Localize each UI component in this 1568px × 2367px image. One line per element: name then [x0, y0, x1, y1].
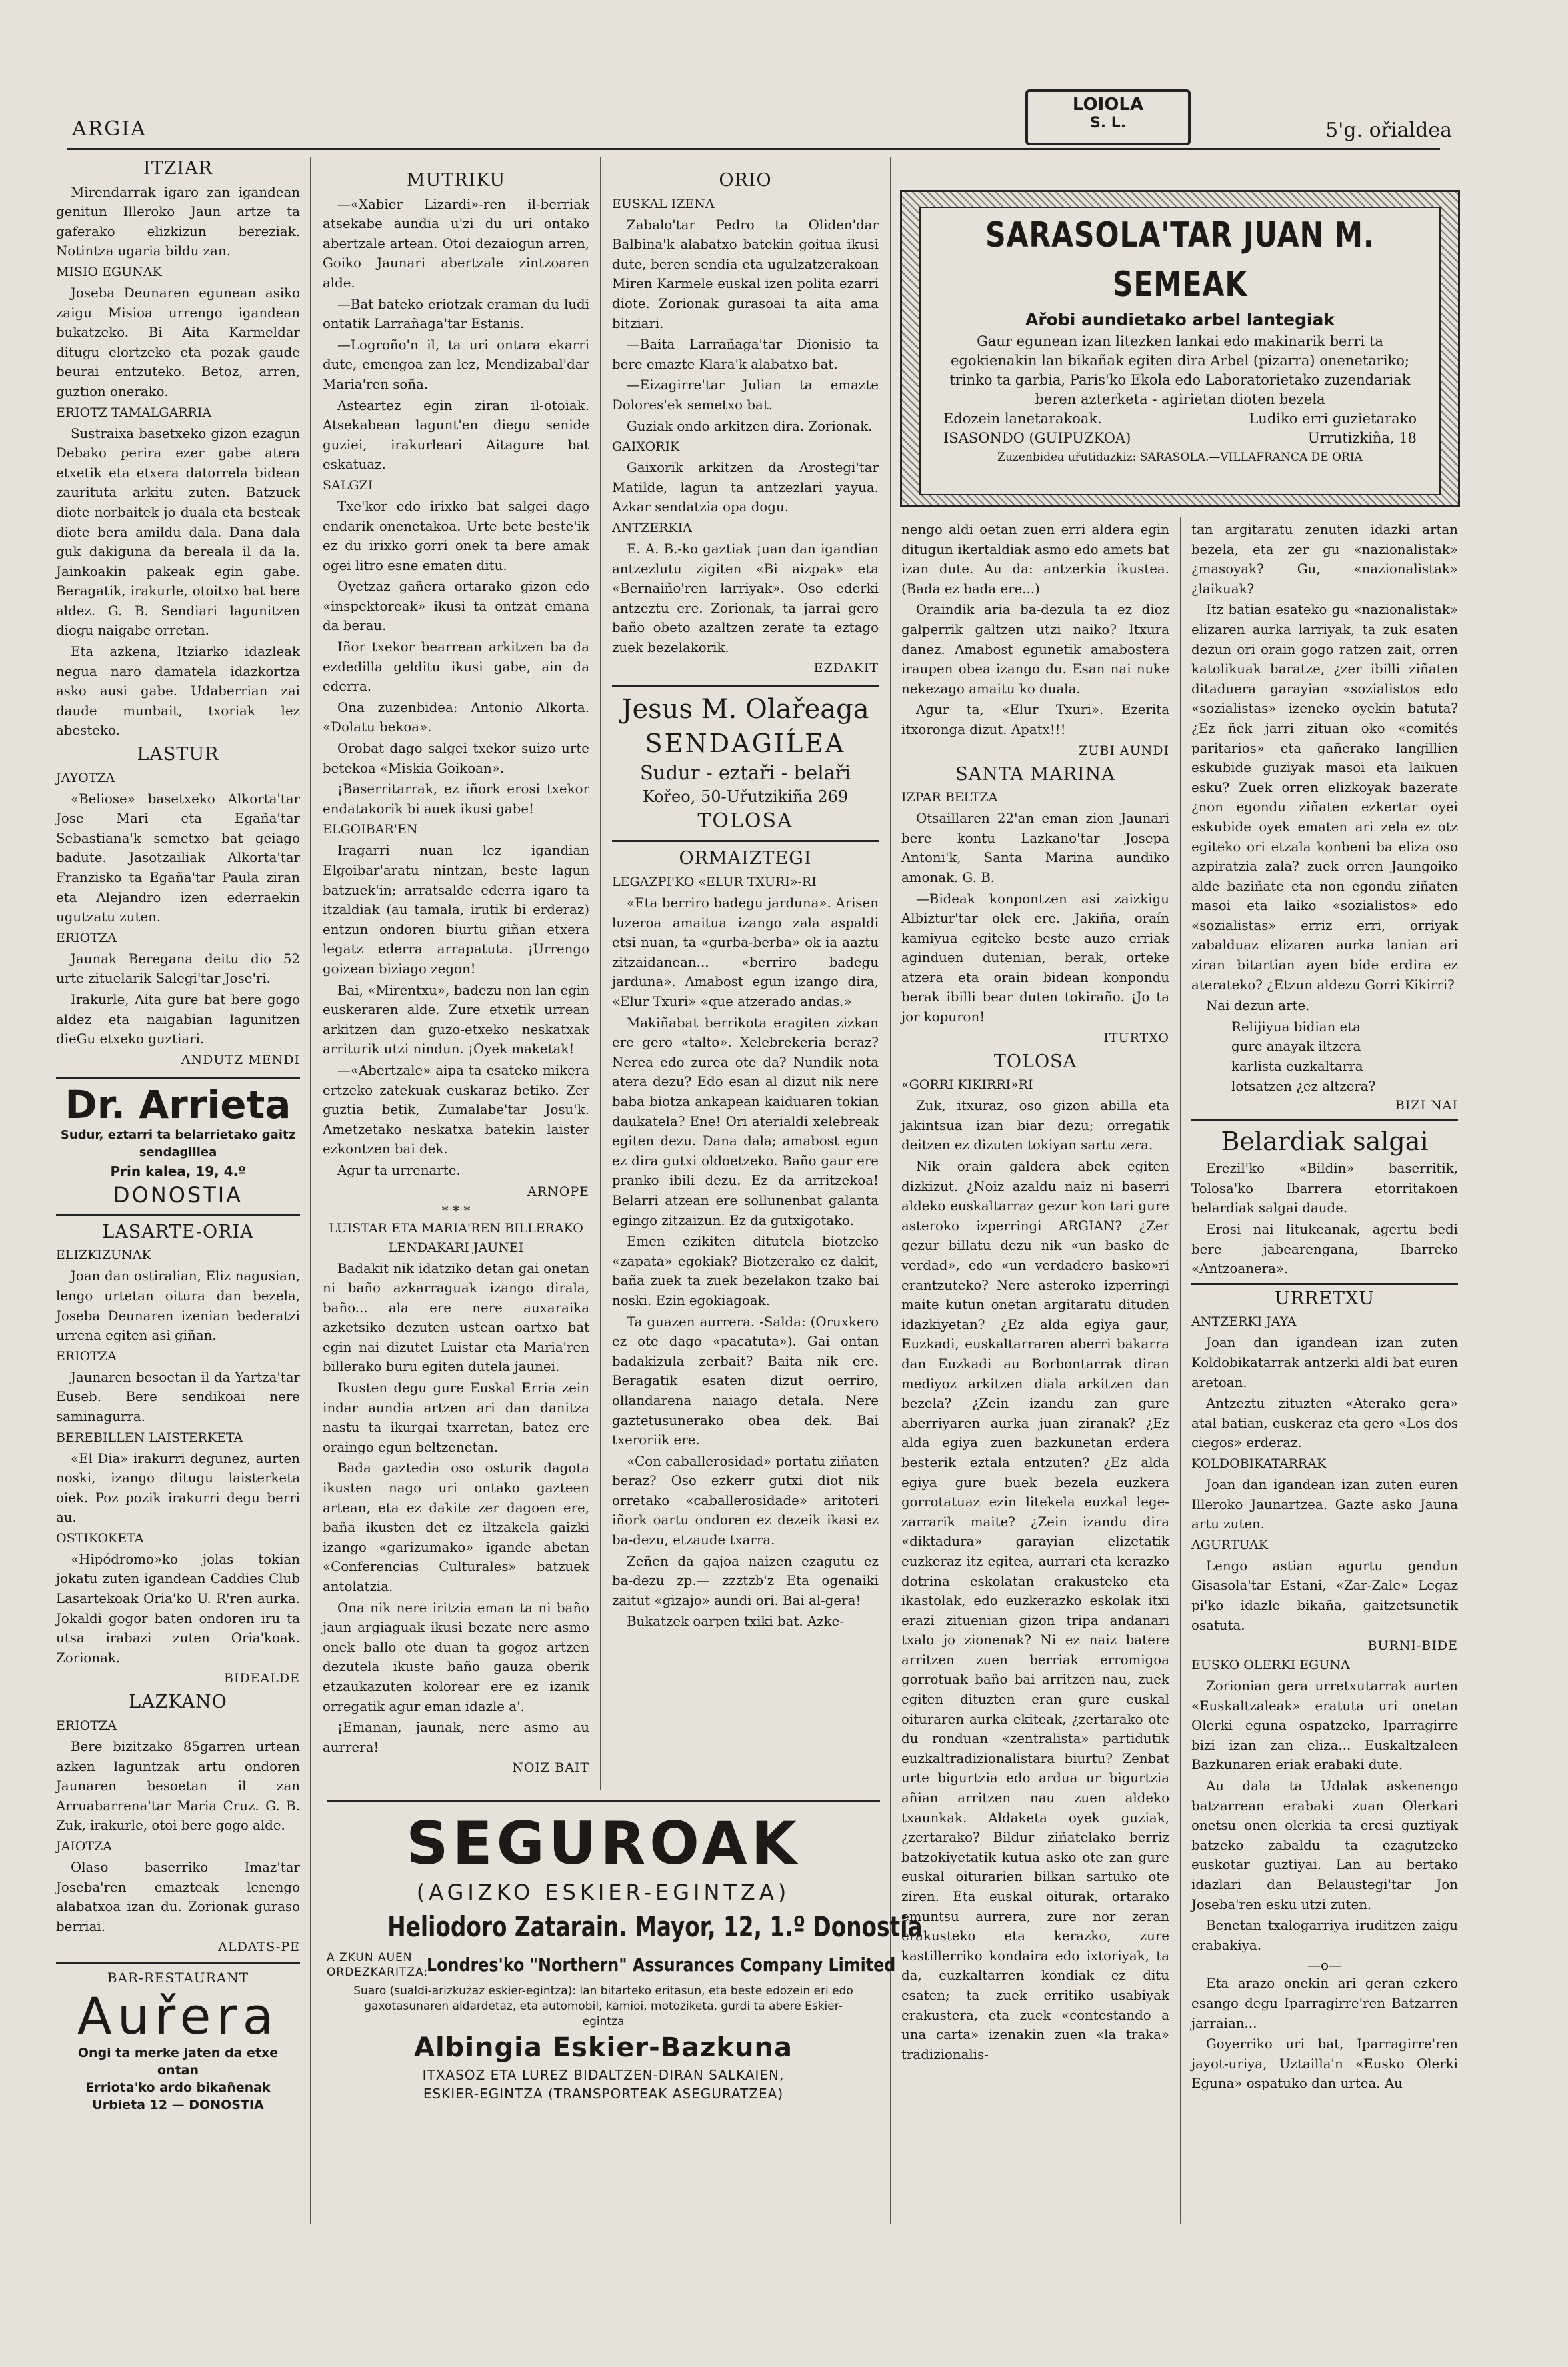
subheading: JAIOTZA [56, 1839, 113, 1854]
article-paragraph: Bere bizitzako 85garren urtean azken laguntzak artu ondoren Jaunaren besoetan il zan Arruabarrena'tar Maria Cruz. G. B. Zuk, irakurle, otoi bere gogo alde. [56, 1739, 300, 1834]
article-paragraph: Ona zuzenbidea: Antonio Alkorta. «Dolatu bekoa». [323, 699, 589, 735]
ad-sarasola-row [943, 429, 1417, 448]
ad-olareaga-title: SENDAGIĹEA [645, 729, 846, 759]
ad-aurera-name: Auřera [77, 1986, 279, 2046]
column-divider [310, 157, 311, 2224]
ad-olareaga-line: Sudur - eztaři - belaři [639, 761, 851, 785]
ad-seguroak-company-row [327, 1950, 896, 1980]
article-paragraph: Zuk, itxuraz, oso gizon abilla eta jakintsua izan biar dezu; orregatik deitzen ez dizuten tokiyan sartu zera. [901, 1098, 1169, 1153]
ad-arrieta-address: Prin kalea, 19, 4.º [110, 1163, 246, 1179]
ad-aurera-line: Ongi ta merke jaten da etxe ontan [77, 2045, 279, 2078]
article-paragraph: «Con caballerosidad» portatu ziñaten beraz? Oso ezkerr gutxi diot nik orretako «caballerosidade» aritoteri iñork oartu ondoren ez dezeik ikasi ez ba-dezu, etzaude txarra. [612, 1453, 879, 1548]
article-paragraph: Goyerriko uri bat, Iparragirre'ren jayot-uriya, Uztailla'n «Eusko Olerki Eguna» ospatuko dan urtea. Au [1191, 2036, 1458, 2092]
article-paragraph: Joan dan igandean izan zuten Koldobikatarrak antzerki aldi bat euren aretoan. [1191, 1335, 1458, 1390]
author-signature: BIZI NAI [1395, 1098, 1458, 1113]
subheading: LUISTAR ETA MARIA'REN BILLERAKO LENDAKARI JAUNEI [329, 1220, 583, 1255]
subheading: BEREBILLEN LAISTERKETA [56, 1430, 243, 1445]
subheading: MISIO EGUNAK [56, 264, 162, 279]
ad-belardiak-text: Erezil'ko «Bildin» baserritik, Tolosa'ko Ibarrera etorritakoen belardiak salgai daude. [1191, 1161, 1458, 1216]
section-title-urretxu: URRETXU [1274, 1288, 1375, 1309]
article-paragraph: Guziak ondo arkitzen dira. Zorionak. [627, 418, 873, 434]
ad-sarasola-text: Gaur egunean izan litezken lankai edo makinarik berri ta egokienakin lan bikañak egiten dira Arbel (pizarra) onenetariko; trinko ta garbia, Paris'ko Ekola edo Laboratorietako zuzendariak beren azterketa - agirietan dioten bezela [949, 333, 1411, 407]
article-paragraph: Jaunaren besoetan il da Yartza'tar Euseb. Bere sendikoai nere saminagurra. [56, 1369, 300, 1424]
article-paragraph: Antzeztu zituzten «Aterako gera» atal batian, euskeraz eta gero «Los dos ciegos» erderaz. [1191, 1396, 1458, 1451]
ad-sarasola-foot: Zuzenbidea uřutidazkiz: SARASOLA.—VILLAFRANCA DE ORIA [997, 451, 1363, 464]
ad-belardiak [1191, 1119, 1458, 1285]
subheading: ERIOTZA [56, 1348, 117, 1364]
author-signature: ZUBI AUNDI [1079, 743, 1169, 758]
article-paragraph: —Baita Larrañaga'tar Dionisio ta bere emazte Klara'k alabatxo bat. [612, 337, 879, 372]
article-paragraph: Agur ta, «Elur Txuri». Ezerita itxoronga dizut. Apatx!!! [901, 702, 1169, 737]
article-paragraph: Zabalo'tar Pedro ta Oliden'dar Balbina'k alabatxo batekin goitua ikusi dute, beren sendia eta ugulzatzerakoan Miren Karmele euskal izen polita ezarri diote. Zorionak gurasoai ta aita ama bitziari. [612, 217, 879, 331]
author-signature: BURNI-BIDE [1367, 1638, 1458, 1654]
article-paragraph: Joseba Deunaren egunean asiko zaigu Misioa urrengo igandean bukatzeko. Bi Aita Karmeldar ditugu elortzeko eta pozak gaude beurai entzuteko. Betoz, arren, guztion onerako. [56, 285, 300, 399]
ad-seguroak-subtitle: (AGIZKO ESKIER-EGINTZA) [416, 1880, 791, 1905]
subheading: IZPAR BELTZA [901, 790, 998, 805]
article-paragraph: Bada gaztedia oso osturik dagota ikusten nago uri ontako gazteen artean, eta ez dakite zer dagoen ere, baña ikusten det ez iltzakela gaizki izango «garizumako» igande abetan «Conferencias Culturales» batzuek antolatzia. [323, 1460, 589, 1594]
article-paragraph: «El Dia» irakurri degunez, aurten noski, izango ditugu laisterketa oiek. Poz pozik irakurri degu berri au. [56, 1450, 300, 1526]
poem [1231, 1017, 1458, 1096]
section-title-santa-marina: SANTA MARINA [955, 763, 1115, 785]
column-divider [600, 157, 601, 1790]
article-paragraph: Otsaillaren 22'an eman zion Jaunari bere kontu Lazkano'tar Josepa Antoni'k, Santa Marina aundiko amonak. G. B. [901, 811, 1169, 885]
poem-line: Relijiyua bidian eta [1231, 1019, 1361, 1035]
stamp-text-top: LOIOLA [1072, 95, 1144, 115]
article-paragraph: Txe'kor edo irixko bat salgei dago endarik onenetakoa. Urte bete beste'ik ez du irixko gorri onek ta bere amak ogei litro esne ematen ditu. [323, 498, 589, 573]
page-label: 5'g. ořialdea [1325, 119, 1452, 142]
article-paragraph: —Bat bateko eriotzak eraman du ludi ontatik Larrañaga'tar Estanis. [323, 296, 589, 332]
subheading: EUSKO OLERKI EGUNA [1191, 1658, 1350, 1673]
article-paragraph: Oyetzaz gañera ortarako gizon edo «inspektoreak» ikusi ta ontzat emana da berau. [323, 579, 589, 634]
ad-seguroak-title: SEGUROAK [406, 1809, 801, 1878]
masthead [52, 95, 1452, 147]
stamp-text-bottom: S. L. [1089, 115, 1127, 131]
article-paragraph: ¡Emanan, jaunak, nere asmo au aurrera! [323, 1720, 589, 1755]
column-3 [612, 167, 879, 1633]
author-signature: NOIZ BAIT [512, 1760, 589, 1776]
ad-sarasola-sub: Ařobi aundietako arbel lantegiak [1025, 310, 1335, 329]
article-paragraph: Joan dan igandean izan zuten euren Illeroko Jaunartzea. Gazte asko Jauna artu zuten. [1191, 1476, 1458, 1532]
article-paragraph: Lengo astian agurtu gendun Gisasola'tar Estani, «Zar-Zale» Legaz pi'ko idazle bikaña, gaitzetsunetik osatuta. [1191, 1558, 1458, 1633]
article-paragraph: Agur ta urrenarte. [337, 1162, 461, 1178]
ad-sarasola-left: ISASONDO (GUIPUZKOA) [943, 430, 1131, 446]
ad-seguroak-agent: Heliodoro Zatarain. Mayor, 12, 1.º Donostia [387, 1910, 923, 1943]
article-paragraph: Irakurle, Aita gure bat bere gogo aldez eta naigabian lagunitzen dieGu etxeko guztiari. [56, 991, 300, 1047]
ad-sarasola-name: SARASOLA'TAR JUAN M. SEMEAK [985, 215, 1375, 305]
subheading: EUSKAL IZENA [612, 196, 715, 211]
separator: —o— [1307, 1957, 1343, 1974]
article-paragraph: Olaso baserriko Imaz'tar Joseba'ren emazteak lenengo alabatxoa izan du. Zorionak guraso berriai. [56, 1860, 300, 1934]
ad-seguroak-company2: Albingia Eskier-Bazkuna [414, 2032, 793, 2063]
subheading: LEGAZPI'KO «ELUR TXURI»-RI [612, 875, 817, 890]
ad-sarasola-right: Ludiko erri guzietarako [1249, 411, 1417, 427]
ad-arrieta [56, 1077, 300, 1216]
subheading: ANTZERKI JAYA [1191, 1314, 1297, 1330]
ad-sarasola-row [943, 409, 1417, 429]
section-title-tolosa: TOLOSA [993, 1051, 1077, 1072]
ad-olareaga [612, 685, 879, 842]
article-paragraph: —Eizagirre'tar Julian ta emazte Dolores'ek semetxo bat. [612, 377, 879, 413]
subheading: GAIXORIK [612, 439, 680, 455]
ad-arrieta-city: DONOSTIA [113, 1181, 243, 1208]
author-signature: BIDEALDE [223, 1671, 300, 1686]
article-paragraph: Ikusten degu gure Euskal Erria zein indar aundia artzen ari dan danitza nastu ta ikurgai txarretan, batez ere oraingo egun beltzenetan. [323, 1380, 589, 1455]
ad-aurera-top: BAR-RESTAURANT [107, 1970, 249, 1986]
section-title-ormaiztegi: ORMAIZTEGI [679, 848, 812, 869]
section-title-lasarte: LASARTE-ORIA [102, 1221, 254, 1242]
article-paragraph: Eta arazo onekin ari geran ezkero esango degu Iparragirre'ren Batzarren jarraian... [1191, 1976, 1458, 2031]
subheading: ELGOIBAR'EN [323, 822, 418, 837]
section-title-lastur: LASTUR [137, 744, 219, 765]
ad-aurera-line: Erriota'ko ardo bikañenak [85, 2080, 271, 2095]
article-paragraph: Ona nik nere iritzia eman ta ni baño jaun argiaguak ikusi bezate nere asmo onek ballo ote duan ta gogoz artzen dezutela ikuste baño gauza oberik etzaukazuten kolorear ere ez izanik orregatik agur eman idazle a'. [323, 1600, 589, 1714]
article-paragraph: tan argitaratu zenuten idazki artan bezela, eta zer gu «nazionalistak» ¿masoyak? Gu, «nazionalistak» ¿laikuak? [1191, 522, 1458, 597]
article-paragraph: Nai dezun arte. [1206, 998, 1310, 1014]
column-1 [56, 155, 300, 2114]
article-paragraph: Mirendarrak igaro zan igandean genitun Illeroko Jaun artze ta gaferako elizkizun bereziak. Notintza ugaria bildu zan. [56, 184, 300, 259]
poem-line: lotsatzen ¿ez altzera? [1231, 1078, 1376, 1094]
author-signature: ITURTXO [1103, 1030, 1169, 1045]
article-paragraph: Zeñen da gajoa naizen ezagutu ez ba-dezu zp.— zzztzb'z Eta ogenaiki zaitut «gizajo» aundi ori. Bai al-gera! [612, 1553, 879, 1608]
article-paragraph: Zorionian gera urretxutarrak aurten «Euskaltzaleak» eratuta uri onetan Olerki eguna ospatzeko, Iparragirre bizi izan zan eliza... Euskaltzaleen Bazkunaren eriak erabaki dute. [1191, 1678, 1458, 1773]
column-4 [901, 520, 1169, 2066]
section-title-lazkano: LAZKANO [129, 1692, 227, 1713]
ad-seguroak-text: ITXASOZ ETA LUREZ BIDALTZEN-DIRAN SALKAIEN, [422, 2067, 785, 2083]
ad-seguroak-text: Suaro (sualdi-arizkuzaz eskier-egintza): lan bitarteko eritasun, eta beste edozein eri edo gaxotasunaren aldardetaz, eta automobil, kamioi, motoziketa, gurdi ta abere Eskier-egintza [353, 1984, 853, 2028]
author-signature: ARNOPE [527, 1184, 589, 1199]
ad-sarasola-right: Urrutizkiña, 18 [1307, 430, 1417, 446]
paper-name: ARGIA [72, 117, 147, 141]
author-signature: EZDAKIT [813, 661, 879, 676]
article-paragraph: —Logroño'n il, ta uri ontara ekarri dute, emengoa zan lez, Mendizabal'dar Maria'ren soña. [323, 337, 589, 392]
article-paragraph: nengo aldi oetan zuen erri aldera egin ditugun ikertaldiak asmo edo amets bat izan dute. Au da: antzerkia ikustea. (Bada ez bada ere...) [901, 522, 1169, 597]
article-paragraph: Makiñabat berrikota eragiten zizkan ere gero «talto». Xelebrekeria beraz? Nerea edo zurea ote da? Nundik nota atera dezu? Edo esan al dizut nik nere baba biotza ankapean kaiduaren tokian daukatela? Ene! Ori aterialdi xelebreak egiten dezu. Dana dala; amabost egun ez dira gutxi oldoetzeko. Baño gaur ere pranko ibili dezu. Ez da arritzekoa! Belarri atzean ere sollunenbat galanta egingo zitzaizun. Ez da gutxigotako. [612, 1015, 879, 1228]
ad-seguroak-label [327, 1950, 427, 1980]
column-5 [1191, 520, 1458, 2095]
subheading: ERIOTZA [56, 1718, 117, 1734]
article-paragraph: «Hipódromo»ko jolas tokian jokatu zuten igandean Caddies Club Lasartekoak Oria'ko U. R'ren aurka. Jokaldi gogor baten ondoren iru ta utsa irabazi zuten Oria'koak. Zorionak. [56, 1551, 300, 1666]
ad-sarasola-left: Edozein lanetarakoak. [943, 411, 1102, 427]
article-paragraph: Benetan txalogarriya iruditzen zaigu erabakiya. [1191, 1918, 1458, 1953]
column-2 [323, 167, 589, 1778]
article-paragraph: Ta guazen aurrera. -Salda: (Oruxkero ez ote dago «pacatuta»). Gai ontan badakizula zerbait? Baita nik ere. Beragatik esaten dizut oerriro, ollandarena naiago detala. Nere gaztetusunerako obea dek. Bai txeroriik ere. [612, 1314, 879, 1448]
ad-olareaga-name: Jesus M. Olařeaga [621, 694, 869, 725]
article-paragraph: Bai, «Mirentxu», badezu non lan egin euskeraren alde. Zure etxetik urrean arkitzen dan guzo-etxeko neskatxak arriturik utzi nindun. ¡Oyek maketak! [323, 982, 589, 1057]
article-paragraph: Jaunak Beregana deitu dio 52 urte zituelarik Salegi'tar Jose'ri. [56, 951, 300, 987]
subheading: OSTIKOKETA [56, 1530, 144, 1546]
article-paragraph: E. A. B.-ko gaztiak ¡uan dan igandian antzezlutu zigiten «Bi aizpak» eta «Bernaiño'ren larriyak». Oso ederki antzeztu ere. Zorionak, ta jarrai gero baño obeto azaltzen zerate ta eztago zuek bezelakorik. [612, 541, 879, 655]
poem-line: gure anayak iltzera [1231, 1039, 1361, 1055]
author-signature: ANDUTZ MENDI [181, 1052, 300, 1067]
article-paragraph: Bukatzek oarpen txiki bat. Azke- [627, 1614, 845, 1630]
article-paragraph: Asteartez egin ziran il-otoiak. Atsekabean lagunt'en diegu senide guziei, irakurleari Aitagure bat eskatuaz. [323, 397, 589, 473]
subheading: KOLDOBIKATARRAK [1191, 1456, 1327, 1471]
section-title-itziar: ITZIAR [143, 158, 213, 179]
article-paragraph: —«Abertzale» aipa ta esateko mikera ertzeko zatekuak euskaraz betiko. Zer guztia betik, Zumalabe'tar Josu'k. Ametzetako neskatxa batekin laister ezkontzen bai dek. [323, 1062, 589, 1157]
article-paragraph: Eta azkena, Itziarko idazleak negua naro damatela idazkortza asko ausi gabe. Udaberrian zai daude munbait, txoriak lez abesteko. [56, 644, 300, 739]
article-paragraph: Joan dan ostiralian, Eliz nagusian, lengo urtetan oitura dan bezela, Joseba Deunaren izenian bederatzi urrena egiten asi giñan. [56, 1268, 300, 1344]
article-paragraph: Emen ezikiten ditutela biotzeko «zapata» egokiak? Biotzerako ez dakit, baña zuek ta zuek bezelakon tzako bai noski. Ezin egokiagoak. [612, 1234, 879, 1308]
ad-aurera-line: Urbieta 12 — DONOSTIA [92, 2097, 264, 2112]
subheading: «GORRI KIKIRRI»RI [901, 1077, 1033, 1093]
article-paragraph: Au dala ta Udalak askenengo batzarrean erabaki zuan Olerkari onetsu onen olerkia ta eresi guztiyak batzeko zabaldu ta ezagutzeko euskotar guztiyai. Lan au bertako idazlari dan Belaustegi'tar Jon Joseba'ren esku utzi zuten. [1191, 1778, 1458, 1912]
ad-seguroak [327, 1800, 923, 2200]
ad-belardiak-title: Belardiak salgai [1221, 1127, 1429, 1157]
subheading: ELIZKIZUNAK [56, 1248, 151, 1263]
separator-stars: * * * [441, 1202, 471, 1218]
subheading: AGURTUAK [1191, 1537, 1268, 1552]
subheading: SALGZI [323, 477, 373, 493]
ad-sarasola-inner [919, 207, 1441, 495]
article-paragraph: ¡Baserritarrak, ez iñork erosi txekor endatakorik bi auek ikusi gabe! [323, 781, 589, 817]
article-paragraph: Iñor txekor bearrean arkitzen ba da ezdedilla gelditu ikusi gabe, ain da ederra. [323, 639, 589, 695]
article-paragraph: —Bideak konpontzen asi zaizkigu Albiztur'tar olek ere. Jakiña, oraín kamiyua egiteko beste auzo erriak aginduen dutenian, berak, orteke atzera eta orain bidean konpondu berak ibilli bear duten tokiraño. ¡Jo ta jor kopuron! [901, 891, 1169, 1025]
article-paragraph: —«Xabier Lizardi»-ren il-berriak atsekabe aundia u'zi du uri ontako abertzale artean. Otoi dezaiogun arren, Goiko Jaunari abertzale zintzoaren alde. [323, 196, 589, 291]
article-paragraph: Iragarri nuan lez igandian Elgoibar'aratu nintzan, beste lagun batzuek'in; arratsalde ederra igaro ta itzaldiak (au tamala, irutik bi erderaz) entzun ondoren biurtu giñan etxera legatz ederra arrapatuta. ¡Urrengo goizean biziago zegon! [323, 843, 589, 977]
article-paragraph: «Eta berriro badegu jarduna». Arisen luzeroa amaitua izango zala aspaldi etsi nuan, ta «gurba-berba» ok ia aaztu zitzaidanean... «berriro badegu jarduna». Amabost egun izango dira, «Elur Txuri» «que atzerado andas.» [612, 895, 879, 1010]
section-title-mutriku: MUTRIKU [406, 170, 506, 191]
article-paragraph: Nik orain galdera abek egiten dizkizut. ¿Noiz azaldu naiz ni baserri aldeko euskaltarraz gezur kon tari gure asteroko izperringi ARGIAN? ¿Zer gezur billatu dezu nik «un basko de verdad», edo «un verdadero basko»ri erantzuteko? Nere asteroko izperringi maite kutun onetan argitaratu dituden idazkiyetan? ¿Ez alda egiya gaur, Euzkadi, euskaltarraren aberri bakarra dan Euzkadi au Borbontarrak diran mediyoz arkitzen diala arkitzen dan bezela? ¿Zein izandu zan gure aberriyaren aurka juan ziranak? ¿Ez alda egiya zuen bazkunetan erdera besterik eztala entzuten? ¿Ez alda egiya gure buek bezela euzkera gorrotatuaz ezin litekela euzkal lege-zarrarik maite? ¿Zein izandu dira «diktadura» garayian elizetatik euzkeraz itz egitea, aurrari eta kerazko dotrina eskolatan erakusteko eta ikastolak, edo euzkerazko eskolak itxi erazi zituenian gizon tripa andanari txalo jo zionenak? Ni ez naiz batere arritzen zuen berriak erromigoa gorrotuak baño bai arritzen nau, zuek egiten dituzten eran gure euskal oituraren aurka ekiteak, ¿zertarako ote du ronduan «zentralista» partidutik euzkaltradizionalistara biurtu? Zenbat urte bigurtzia edo ardua ur bigurtzia añian arritzen nau zuen aldeko txaunkak. Aldaketa oyek guziak, ¿zertarako? Bildur ziñatelako berriz batzokiyetatik kutua asko ote zan gure euskal oiturarien bilkan sartuko ote ziren. Eta euskal oiturak, ortarako emuntsu aurrera, zure nor zeran erakusteko eta kerazko, zure kastillerriko kondaira edo ixtoriyak, ta da, euzkaltarren kondiak ez ditu esaten; ta zuek erritiko usabiyak erakustera, eta zuek «contestando a una carta» izenakin zuen «la traka» tradizionalis- [901, 1159, 1169, 2062]
author-signature: ALDATS-PE [218, 1940, 300, 1955]
library-stamp [1025, 89, 1191, 145]
ad-belardiak-text: Erosi nai litukeanak, agertu bedi bere jabearengana, Ibarreko «Antzoanera». [1191, 1222, 1458, 1277]
subheading: ANTZERKIA [612, 520, 692, 535]
ad-arrieta-name: Dr. Arrieta [65, 1081, 291, 1127]
article-paragraph: Sustraixa basetxeko gizon ezagun Debako perira ezer gabe atera etxetik eta etxera datorrela bidean zaurituta arkitu zuten. Batzuek diote norbaitek jo duala eta besteak diote bera amildu dala. Dana dala guk dakiguna da bereala il da la. Jainkoakin pakeak egin gabe. Beragatik, irakurle, otoitxo bat bere aldez. G. B. Sendiari lagunitzen diogu naigabe orretan. [56, 425, 300, 639]
article-paragraph: «Beliose» basetxeko Alkorta'tar Jose Mari eta Egaña'tar Sebastiana'k semetxo bat geiago badute. Jasotzailiak Alkorta'tar Franzisko ta Egaña'tar Paula ziran eta Alejandro izen ederraekin ugutzatu zuten. [56, 791, 300, 925]
ad-seguroak-company: Londres'ko "Northern" Assurances Company Limited [427, 1954, 896, 1976]
subheading: JAYOTZA [56, 770, 115, 785]
poem-line: karlista euzkaltarra [1231, 1059, 1363, 1075]
ad-seguroak-label-line: ORDEZKARITZA: [327, 1966, 429, 1979]
section-title-orio: ORIO [719, 170, 772, 191]
ad-olareaga-line: Kořeo, 50-Uřutzikiña 269 [642, 787, 849, 807]
ad-olareaga-city: TOLOSA [697, 809, 793, 833]
ad-seguroak-text: ESKIER-EGINTZA (TRANSPORTEAK ASEGURATZEA) [423, 2086, 784, 2102]
article-paragraph: Badakit nik idatziko detan gai onetan ni baño azkarraguak izango dirala, baño... ala ere nere auxaraika azketsiko dezuten ustean oartxo bat egin nai dizutet Luistar eta Maria'ren billerako buru egiten dutela jaunei. [323, 1260, 589, 1375]
article-paragraph: Oraindik aria ba-dezula ta ez dioz galperrik galtzen utzi naiko? Itxura danez. Amabost egunetik amabostera iraupen obea izango du. Esan nai nuke nekezago amaitu ko duala. [901, 602, 1169, 697]
ad-sarasola [900, 190, 1460, 507]
subheading: ERIOTZA [56, 930, 117, 945]
column-divider [1180, 517, 1181, 2224]
header-rule [67, 148, 1440, 150]
ad-seguroak-label-line: A ZKUN AUEN [327, 1951, 413, 1964]
article-paragraph: Orobat dago salgei txekor suizo urte betekoa «Miskia Goikoan». [323, 741, 589, 776]
article-paragraph: Gaixorik arkitzen da Arostegi'tar Matilde, lagun ta antzezlari yayua. Azkar sendatzia opa dogu. [612, 460, 879, 515]
ad-arrieta-line: Sudur, eztarri ta belarrietako gaitz sendagillea [60, 1127, 296, 1159]
subheading: ERIOTZ TAMALGARRIA [56, 405, 212, 420]
ad-aurera [56, 1962, 300, 2114]
article-paragraph: Itz batian esateko gu «nazionalistak» elizaren aurka larriyak, ta zuk esaten dezun ori orain gogo ratzen zait, orren katolikuak baratze, ¿zer ibilli ziñaten ditaduera garayian «sozialistos edo «sozialistas» izeneko oyekin batuta? ¿Ez ñek jarri zituan oko «comités paritarios» eta gañerako langillien eskubide guziyak masoi eta laikuen esku? Zuek orren elizkoyak bazerate ¿non egondu ziñaten ezkertar oyei eskubide oyek ematen ari zela ez otz egiteko ori etzala konbeni ba eliza oso azpiratzia zala? zuek orren Jaungoiko alde baziñate eta non egondu ziñaten masoi eta laiko «sozialistos» edo «sozialistas» erriz erri, orriyak zabalduaz elizaren aurka lanian ari ziran bitartian ayen bide erdira ez aterateko? ¿Etzun aldezu Gorri Kikirri? [1191, 602, 1458, 993]
